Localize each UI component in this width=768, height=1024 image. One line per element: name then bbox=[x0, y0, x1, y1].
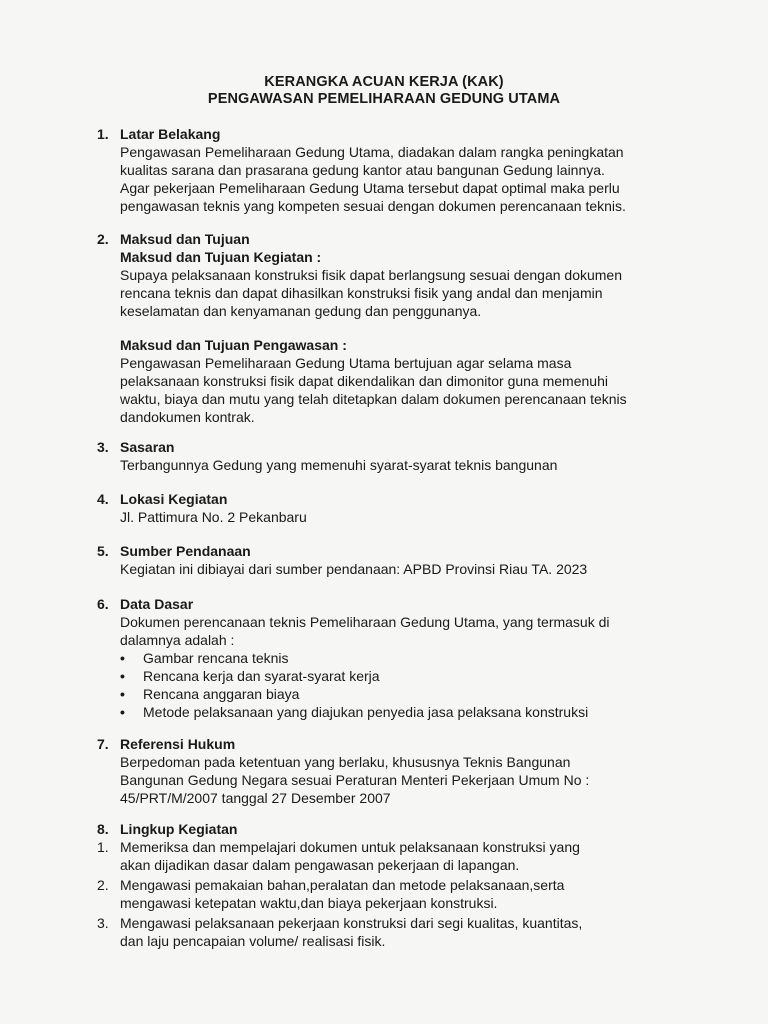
document-subtitle: PENGAWASAN PEMELIHARAAN GEDUNG UTAMA bbox=[207, 91, 561, 107]
section-number: 6. bbox=[97, 596, 109, 612]
text-line: dalamnya adalah : bbox=[120, 632, 235, 648]
text-line: pengawasan teknis yang kompeten sesuai dengan dokumen perencanaan teknis. bbox=[120, 198, 626, 214]
section-title: Lokasi Kegiatan bbox=[120, 491, 228, 507]
section-number: 1. bbox=[97, 126, 109, 142]
section-number: 2. bbox=[97, 231, 109, 247]
text-line: dandokumen kontrak. bbox=[120, 409, 255, 425]
section-referensi-hukum bbox=[97, 735, 672, 807]
section-title: Maksud dan Tujuan bbox=[120, 231, 250, 247]
section-body bbox=[120, 248, 672, 426]
item-number: 2. bbox=[97, 877, 109, 893]
section-number: 3. bbox=[97, 439, 109, 455]
section-title: Sasaran bbox=[120, 439, 175, 455]
text-line: Pengawasan Pemeliharaan Gedung Utama, diadakan dalam rangka peningkatan bbox=[120, 144, 624, 160]
text-line: keselamatan dan kenyamanan gedung dan penggunanya. bbox=[120, 303, 482, 319]
section-number: 7. bbox=[97, 736, 109, 752]
list-item: 2. Mengawasi pemakaian bahan,peralatan dan metode pelaksanaan,serta mengawasi ketepatan waktu,dan biaya pekerjaan konstruksi. bbox=[97, 877, 565, 911]
list-item: • Gambar rencana teknis bbox=[120, 650, 289, 666]
list-item: • Rencana anggaran biaya bbox=[120, 686, 300, 702]
text-line: Dokumen perencanaan teknis Pemeliharaan Gedung Utama, yang termasuk di bbox=[120, 614, 610, 630]
section-latar-belakang bbox=[97, 125, 672, 215]
section-heading bbox=[97, 735, 672, 753]
section-heading bbox=[97, 230, 672, 248]
text-line: kualitas sarana dan prasarana gedung kantor atau bangunan Gedung lainnya. bbox=[120, 162, 605, 178]
text-line: Bangunan Gedung Negara sesuai Peraturan Menteri Pekerjaan Umum No : bbox=[120, 772, 590, 788]
item-number: 3. bbox=[97, 915, 109, 931]
numbered-list bbox=[97, 838, 672, 950]
list-item: • Metode pelaksanaan yang diajukan penyedia jasa pelaksana konstruksi bbox=[120, 704, 589, 720]
section-lingkup-kegiatan bbox=[97, 820, 672, 952]
bullet-icon: • bbox=[120, 650, 125, 666]
bullet-icon: • bbox=[120, 668, 125, 684]
list-item: 3. Mengawasi pelaksanaan pekerjaan konstruksi dari segi kualitas, kuantitas, dan laju pencapaian volume/ realisasi fisik. bbox=[97, 915, 583, 949]
section-title: Referensi Hukum bbox=[120, 736, 236, 752]
section-heading bbox=[97, 490, 672, 508]
section-body: Kegiatan ini dibiayai dari sumber pendanaan: APBD Provinsi Riau TA. 2023 bbox=[120, 561, 588, 577]
section-body: Jl. Pattimura No. 2 Pekanbaru bbox=[120, 509, 307, 525]
section-maksud-tujuan bbox=[97, 230, 672, 426]
section-data-dasar bbox=[97, 595, 672, 721]
section-number: 4. bbox=[97, 491, 109, 507]
list-item: • Rencana kerja dan syarat-syarat kerja bbox=[120, 668, 380, 684]
section-heading bbox=[97, 438, 672, 456]
subsection-heading: Maksud dan Tujuan Pengawasan : bbox=[120, 337, 347, 353]
section-body bbox=[120, 143, 672, 215]
section-body: Terbangunnya Gedung yang memenuhi syarat-syarat teknis bangunan bbox=[120, 457, 558, 473]
section-title: Data Dasar bbox=[120, 596, 194, 612]
document-title: KERANGKA ACUAN KERJA (KAK) bbox=[264, 74, 504, 90]
section-body bbox=[120, 613, 672, 721]
text-line: pelaksanaan konstruksi fisik dapat dikendalikan dan dimonitor guna memenuhi bbox=[120, 373, 608, 389]
item-number: 1. bbox=[97, 839, 109, 855]
text-line: rencana teknis dan dapat dihasilkan konstruksi fisik yang andal dan menjamin bbox=[120, 285, 603, 301]
text-line: waktu, biaya dan mutu yang telah ditetapkan dalam dokumen perencanaan teknis bbox=[120, 391, 627, 407]
section-title: Latar Belakang bbox=[120, 126, 221, 142]
section-sumber-pendanaan bbox=[97, 542, 672, 578]
section-title: Lingkup Kegiatan bbox=[120, 821, 238, 837]
subsection-heading: Maksud dan Tujuan Kegiatan : bbox=[120, 249, 322, 265]
section-sasaran bbox=[97, 438, 672, 474]
section-heading bbox=[97, 542, 672, 560]
text-line: Pengawasan Pemeliharaan Gedung Utama bertujuan agar selama masa bbox=[120, 355, 572, 371]
text-line: 45/PRT/M/2007 tanggal 27 Desember 2007 bbox=[120, 790, 391, 806]
section-heading bbox=[97, 125, 672, 143]
bullet-icon: • bbox=[120, 704, 125, 720]
text-line: Agar pekerjaan Pemeliharaan Gedung Utama tersebut dapat optimal maka perlu bbox=[120, 180, 620, 196]
bullet-list bbox=[120, 649, 672, 721]
list-item: 1. Memeriksa dan mempelajari dokumen untuk pelaksanaan konstruksi yang akan dijadikan dasar dalam pengawasan pekerjaan di lapangan. bbox=[97, 839, 580, 873]
section-lokasi-kegiatan bbox=[97, 490, 672, 526]
section-body bbox=[120, 753, 672, 807]
text-line: Berpedoman pada ketentuan yang berlaku, khususnya Teknis Bangunan bbox=[120, 754, 571, 770]
section-heading bbox=[97, 595, 672, 613]
text-line: Supaya pelaksanaan konstruksi fisik dapat berlangsung sesuai dengan dokumen bbox=[120, 267, 623, 283]
section-number: 8. bbox=[97, 821, 109, 837]
section-title: Sumber Pendanaan bbox=[120, 543, 251, 559]
bullet-icon: • bbox=[120, 686, 125, 702]
section-number: 5. bbox=[97, 543, 109, 559]
section-heading bbox=[97, 820, 672, 838]
